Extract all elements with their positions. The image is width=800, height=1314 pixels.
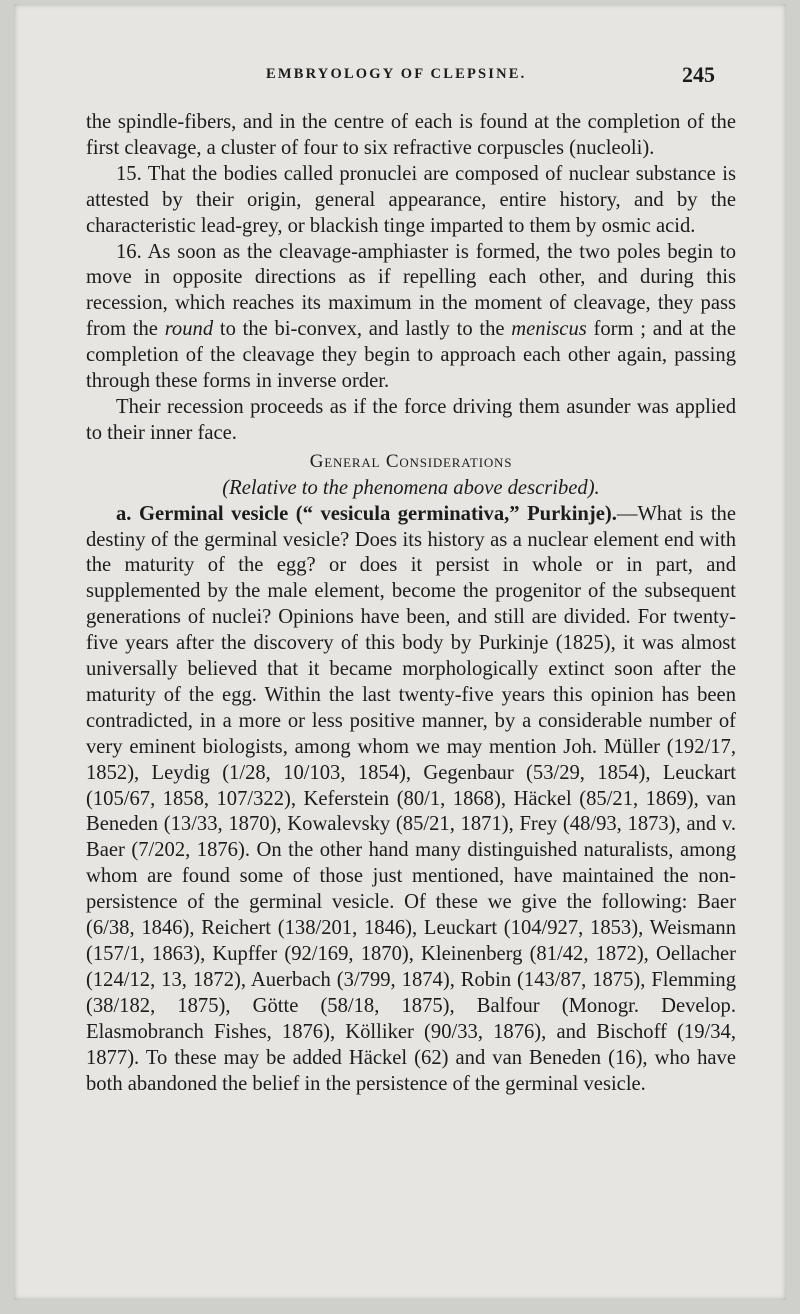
paragraph-16-part2: to the bi-convex, and lastly to the <box>213 318 512 341</box>
italic-meniscus: meniscus <box>511 318 587 341</box>
paragraph-recession: Their recession proceeds as if the force driving them asunder was applied to their inner face. <box>86 395 736 444</box>
section-subheading: (Relative to the phenomena above described). <box>222 476 600 499</box>
paragraph-a <box>86 502 736 1098</box>
page-number: 245 <box>682 62 715 87</box>
paragraph-16 <box>86 240 736 395</box>
paragraph-continued: the spindle-fibers, and in the centre of each is found at the completion of the first cleavage, a cluster of four to six refractive corpuscles (nucleoli). <box>86 111 736 159</box>
paragraph-a-lead: a. Germinal vesicle (“ vesicula germinativa,” Purkinje). <box>116 502 617 525</box>
book-page <box>14 4 786 1300</box>
paragraph-16-part1: 16. As soon as the cleavage-amphiaster is formed, the two poles begin to move in opposite directions as if repelling each other, and during this recession, which reaches its maximum in the moment of cleavage, they pass from the <box>86 240 736 341</box>
running-title: EMBRYOLOGY OF CLEPSINE. <box>266 66 527 82</box>
italic-round: round <box>164 318 214 341</box>
paragraph-16-part3: form ; and at the completion of the cleavage they begin to approach each other again, passing through these forms in inverse order. <box>86 318 736 393</box>
paragraph-15: 15. That the bodies called pronuclei are composed of nuclear substance is attested by their origin, general appearance, entire history, and by the characteristic lead-grey, or blackish tinge imparted to them by osmic acid. <box>86 162 736 237</box>
section-heading: General Considerations <box>309 450 513 472</box>
body-text <box>86 110 736 1097</box>
paragraph-a-text: —What is the destiny of the germinal vesicle? Does its history as a nuclear element end with the maturity of the egg? or does it persist in whole or in part, and supplemented by the male element, become the progenitor of the subsequent generations of nuclei? Opinions have been, and still are divided. For twenty-five years after the discovery of this body by Purkinje (1825), it was almost universally believed that it became morphologically extinct soon after the maturity of the egg. Within the last twenty-five years this opinion has been contradicted, in a more or less positive manner, by a considerable number of very eminent biologists, among whom we may mention Joh. Müller (192/17, 1852), Leydig (1/28, 10/103, 1854), Gegenbaur (53/29, 1854), Leuckart (105/67, 1858, 107/322), Keferstein (80/1, 1868), Häckel (85/21, 1869), van Beneden (13/33, 1870), Kowalevsky (85/21, 1871), Frey (48/93, 1873), and v. Baer (7/202, 1876). On the other hand many distinguished naturalists, among whom are found some of those just mentioned, have maintained the non-persistence of the germinal vesicle. Of these we give the following: Baer (6/38, 1846), Reichert (138/201, 1846), Leuckart (104/927, 1853), Weismann (157/1, 1863), Kupffer (92/169, 1870), Kleinenberg (81/42, 1872), Oellacher (124/12, 13, 1872), Auerbach (3/799, 1874), Robin (143/87, 1875), Flemming (38/182, 1875), Götte (58/18, 1875), Balfour (Monogr. Develop. Elasmobranch Fishes, 1876), Kölliker (90/33, 1876), and Bischoff (19/34, 1877). To these may be added Häckel (62) and van Beneden (16), who have both abandoned the belief in the persistence of the germinal vesicle. <box>86 502 736 1095</box>
page-header <box>14 62 786 96</box>
